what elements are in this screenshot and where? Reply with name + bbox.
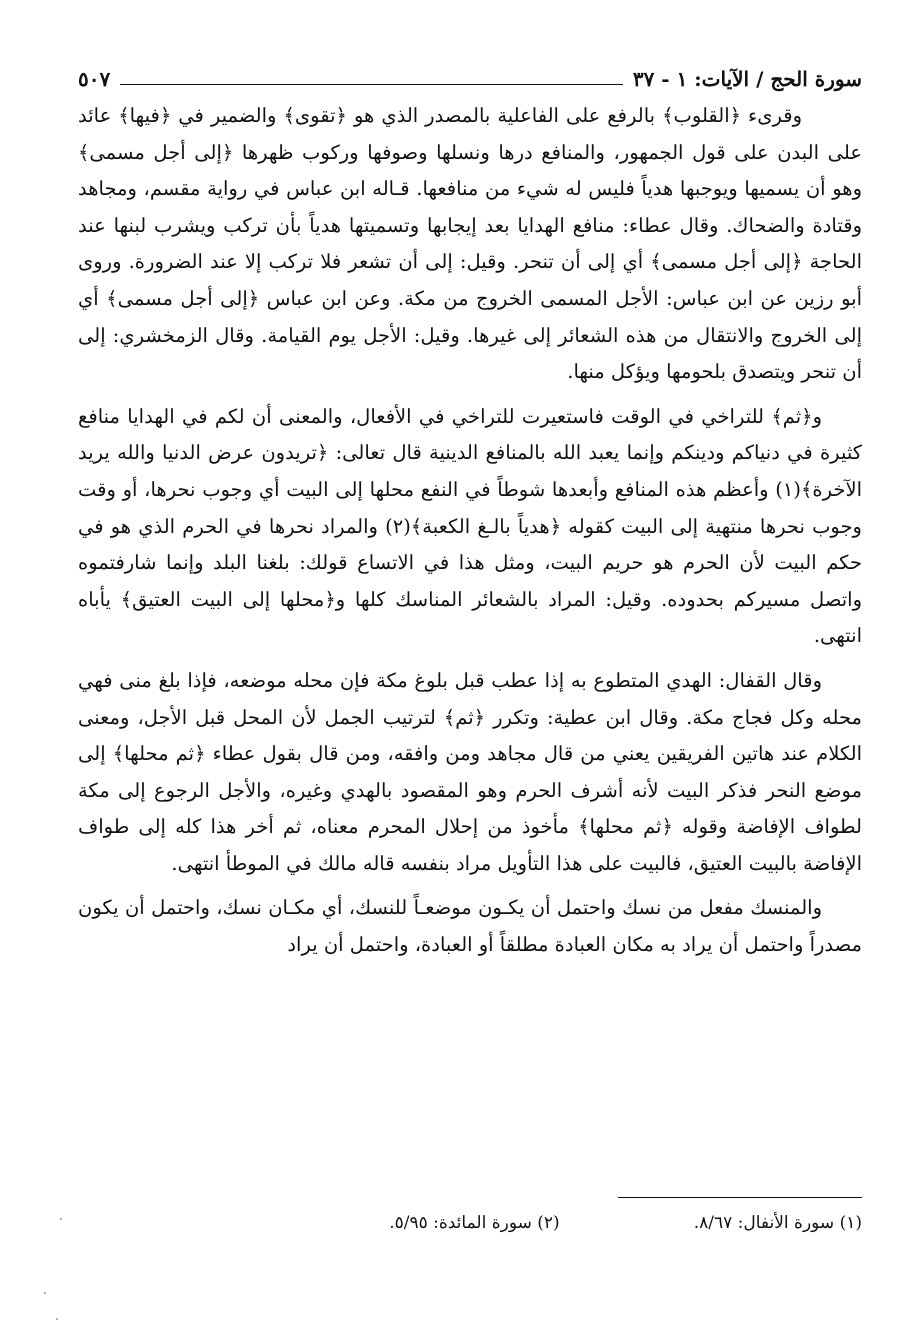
paragraph-1: وقرىء ﴿القلوب﴾ بالرفع على الفاعلية بالمصدر الذي هو ﴿تقوى﴾ والضمير في ﴿فيها﴾ عائد على البدن على قول الجمهور، والمنافع درها ونسلها وصوفها وركوب ظهرها ﴿إلى أجل مسمى﴾ وهو أن يسميها ويوجبها هدياً فليس له شيء من منافعها. قـاله ابن عباس في رواية مقسم، ومجاهد وقتادة والضحاك. وقال عطاء: منافع الهدايا بعد إيجابها وتسميتها هدياً بأن تركب ويشرب لبنها عند الحاجة ﴿إلى أجل مسمى﴾ أي إلى أن تنحر. وقيل: إلى أن تشعر فلا تركب إلا عند الضرورة. وروى أبو رزين عن ابن عباس: الأجل المسمى الخروج من مكة. وعن ابن عباس ﴿إلى أجل مسمى﴾ أي إلى الخروج والانتقال من هذه الشعائر إلى غيرها. وقيل: الأجل يوم القيامة. وقال الزمخشري: إلى أن تنحر ويتصدق بلحومها ويؤكل منها. xyxy=(78,104,862,384)
scan-speck xyxy=(56,1318,58,1320)
paragraph-3: وقال القفال: الهدي المتطوع به إذا عطب قبل بلوغ مكة فإن محله موضعه، فإذا بلغ منى فهي محله وكل فجاج مكة. وقال ابن عطية: وتكرر ﴿ثم﴾ لترتيب الجمل لأن المحل قبل الأجل، ومعنى الكلام عند هاتين الفريقين يعني من قال مجاهد ومن وافقه، ومن قال بقول عطاء ﴿ثم محلها﴾ إلى موضع النحر فذكر البيت لأنه أشرف الحرم وهو المقصود بالهدي وغيره، والأجل الرجوع إلى مكة لطواف الإفاضة وقوله ﴿ثم محلها﴾ مأخوذ من إحلال المحرم معناه، ثم أخر هذا كله إلى طواف الإفاضة بالبيت العتيق، فالبيت على هذا التأويل مراد بنفسه قاله مالك في الموطأ انتهى. xyxy=(78,668,862,875)
paragraph-4: والمنسك مفعل من نسك واحتمل أن يكـون موضعـاً للنسك، أي مكـان نسك، واحتمل أن يكون مصدراً واحتمل أن يراد به مكان العبادة مطلقاً أو العبادة، واحتمل أن يراد xyxy=(78,896,862,957)
book-page xyxy=(78,62,862,1233)
running-header xyxy=(78,62,862,92)
footnote-rule xyxy=(618,1197,862,1198)
page-number: ٥٠٧ xyxy=(78,67,111,91)
footnote-2: (٢) سورة المائدة: ٥/٩٥. xyxy=(389,1213,560,1233)
header-title: سورة الحج / الآيات: ١ - ٣٧ xyxy=(632,67,862,91)
paragraph-2: و﴿ثم﴾ للتراخي في الوقت فاستعيرت للتراخي في الأفعال، والمعنى أن لكم في الهدايا منافع كثيرة في دنياكم ودينكم وإنما يعبد الله بالمنافع الدينية قال تعالى: ﴿تريدون عرض الدنيا والله يريد الآخرة﴾(١) وأعظم هذه المنافع وأبعدها شوطاً في النفع محلها إلى البيت أي وجوب نحرها، أو وقت وجوب نحرها منتهية إلى البيت كقوله ﴿هدياً بالـغ الكعبة﴾(٢) والمراد نحرها في الحرم الذي هو في حكم البيت لأن الحرم هو حريم البيت، ومثل هذا في الاتساع قولك: بلغنا البلد وإنما شارفتموه واتصل مسيركم بحدوده. وقيل: المراد بالشعائر المناسك كلها و﴿محلها إلى البيت العتيق﴾ يأباه انتهى. xyxy=(78,404,862,648)
scan-speck xyxy=(60,1218,62,1220)
scan-speck xyxy=(44,1292,46,1294)
footnote-1: (١) سورة الأنفال: ٨/٦٧. xyxy=(693,1213,862,1233)
footnotes xyxy=(78,1210,862,1236)
header-rule xyxy=(120,84,623,85)
